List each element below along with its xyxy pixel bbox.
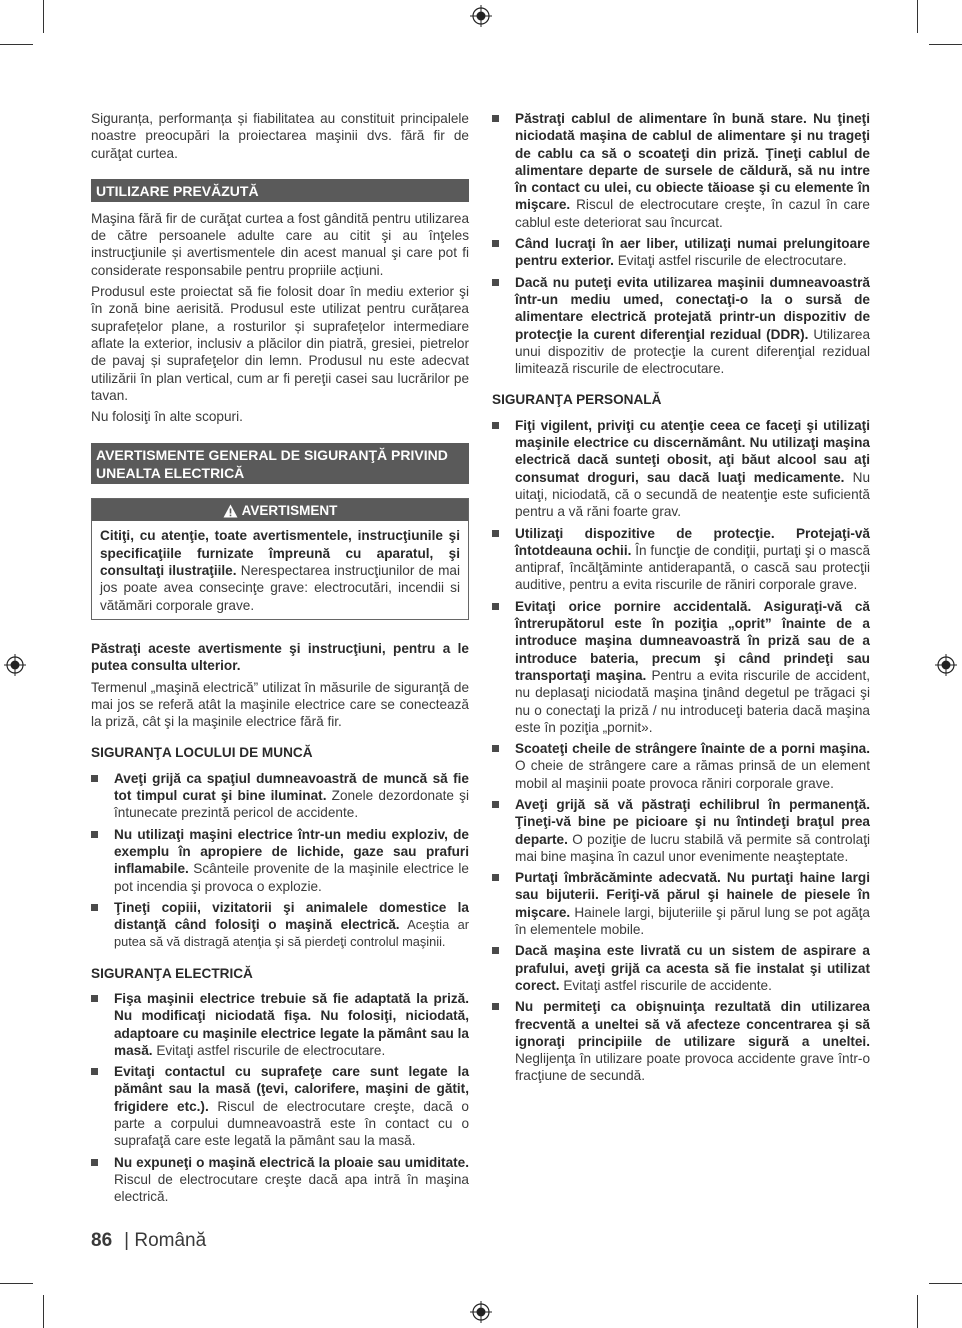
work-area-list <box>91 770 469 951</box>
bullet-square-icon <box>91 831 98 838</box>
warning-triangle-icon <box>223 504 238 518</box>
term-paragraph: Termenul „maşină electrică” utilizat în măsurile de siguranţă de mai jos se referă atât la maşinile electrice care se conectează la priză, cât şi la maşinile electrice fără fir. <box>91 679 469 730</box>
bullet-square-icon <box>492 240 499 247</box>
registration-mark-icon <box>470 5 492 27</box>
subsection-title-personal: SIGURANŢA PERSONALĂ <box>492 392 662 408</box>
item-text: Riscul de electrocutare creşte, în cazul în care cablul este deteriorat sau încurcat. <box>515 197 870 230</box>
list-item <box>492 796 870 865</box>
list-item <box>492 235 870 270</box>
item-text: Riscul de electrocutare creşte, dacă o parte a corpului dumneavoastră este în contact cu o suprafaţă care este legată la pământ sau la masă. <box>114 1098 469 1149</box>
personal-safety-list <box>492 417 870 1085</box>
item-bold: Ţineţi copiii, vizitatorii şi animalele domestice la distanţă când folosiţi o maşină electrică. <box>114 899 469 933</box>
item-bold: Dacă nu puteţi evita utilizarea maşinii dumneavoastră într-un mediu umed, conectaţi-o la o sursă de alimentare electrică protejată printr-un dispozitiv de protecţie la curent diferenţial rezidual (DDR). <box>515 274 870 342</box>
bullet-square-icon <box>492 745 499 752</box>
page-number: 86 <box>91 1230 113 1251</box>
item-bold: Nu expuneţi o maşină electrică la ploaie sau umiditate. <box>114 1154 469 1170</box>
item-text: O cheie de strângere care a rămas prinsă de un element mobil al maşinii poate provoca răniri corporale grave. <box>515 758 870 791</box>
list-item <box>492 417 870 521</box>
subsection-title-electrical: SIGURANŢA ELECTRICĂ <box>91 965 253 981</box>
crop-mark <box>0 44 33 45</box>
section-title-intended-use: UTILIZARE PREVĂZUTĂ <box>91 179 469 202</box>
warning-box <box>91 498 469 619</box>
item-bold: Scoateţi cheile de strângere înainte de a porni maşina. <box>515 741 870 757</box>
page-footer <box>91 1229 206 1253</box>
section-title-general-warnings: AVERTISMENTE GENERAL DE SIGURANŢĂ PRIVIND UNEALTA ELECTRICĂ <box>91 443 469 484</box>
crop-mark <box>0 1283 33 1284</box>
list-item <box>492 740 870 792</box>
list-item <box>492 274 870 378</box>
item-text: Evitaţi astfel riscurile de accidente. <box>559 977 772 993</box>
crop-mark <box>929 44 962 45</box>
list-item <box>492 525 870 594</box>
item-bold: Nu permiteţi ca obişnuinţa rezultată din utilizarea frecventă a uneltei să vă afecteze concentrarea şi să ignoraţi principiile de utilizare sigură a uneltei. <box>515 999 870 1049</box>
list-item <box>91 770 469 822</box>
item-bold: Evitaţi contactul cu suprafeţe care sunt legate la pământ sau la masă (ţevi, calorifere, maşini de gătit, frigidere etc.). <box>114 1064 469 1114</box>
intro-paragraph: Siguranța, performanța și fiabilitatea au constituit principalele noastre preocupări la proiectarea maşinii dvs. fără fir de curăţat curtea. <box>91 111 469 161</box>
item-text: Aceştia ar putea să vă distragă atenţia şi să pierdeţi controlul maşinii. <box>114 917 470 950</box>
list-item <box>492 869 870 938</box>
item-text: Evitaţi astfel riscurile de electrocutare. <box>613 253 847 269</box>
bullet-square-icon <box>492 115 499 122</box>
crop-mark <box>929 1283 962 1284</box>
item-bold: Aveţi grijă ca spaţiul dumneavoastră de muncă să fie tot timpul curat şi bine iluminat. <box>114 770 469 804</box>
bullet-square-icon <box>492 530 499 537</box>
warning-bold-text: Citiţi, cu atenţie, toate avertismentele, instrucţiunile şi specificaţiile furnizate împreună cu aparatul, şi consultaţi ilustraţiile. <box>100 528 460 579</box>
bullet-square-icon <box>91 1068 98 1075</box>
item-text: Neglijenţa în utilizare poate provoca accidente grave într-o fracţiune de secundă. <box>515 1051 870 1084</box>
item-bold: Purtaţi îmbrăcăminte adecvată. Nu purtaţi haine largi sau bijuterii. Feriţi-vă părul şi hainele de piesele în mişcare. <box>515 870 870 920</box>
keep-instructions-text: Păstraţi aceste avertismente şi instrucţiuni, pentru a le putea consulta ulterior. <box>91 640 469 674</box>
bullet-square-icon <box>492 947 499 954</box>
warning-label: AVERTISMENT <box>241 503 338 519</box>
bullet-square-icon <box>492 279 499 286</box>
item-text: Hainele largi, bijuteriile şi părul lung se pot agăţa în elementele mobile. <box>515 904 870 938</box>
item-text: Evitaţi astfel riscurile de electrocutare. <box>152 1042 386 1058</box>
registration-mark-icon <box>470 1301 492 1323</box>
electrical-list-left <box>91 990 469 1206</box>
crop-mark <box>917 1295 918 1328</box>
list-item <box>492 942 870 994</box>
item-text: În funcţie de condiţii, purtaţi şi o mască antipraf, încălţăminte antiderapantă, o cască sau protecţii auditive, pentru a evita riscurile de răniri corporale grave. <box>515 542 870 593</box>
list-item <box>91 1154 469 1206</box>
intended-use-paragraph-3: Nu folosiţi în alte scopuri. <box>91 409 243 425</box>
item-bold: Nu utilizaţi maşini electrice într-un mediu exploziv, de exemplu în apropiere de lichide, gaze sau prafuri inflamabile. <box>114 826 469 877</box>
warning-text: Nerespectarea instrucţiunilor de mai jos poate avea consecinţe grave: electrocutări, incendii si vătămări corporale grave. <box>100 563 460 613</box>
item-text: Utilizarea unui dispozitiv de protecţie la curent diferenţial rezidual limitează riscurile de electrocutare. <box>515 326 871 377</box>
warning-header <box>92 499 468 521</box>
item-bold: Fiţi vigilent, priviţi cu atenţie ceea ce faceţi şi utilizaţi maşinile electrice cu discernământ. Nu utilizaţi maşina electrică dacă sunteţi obosit, aţi băut alcool sau aţi consumat droguri, sau dacă luaţi medicamente. <box>515 417 870 485</box>
registration-mark-icon <box>935 654 957 676</box>
list-item <box>91 826 469 895</box>
item-bold: Dacă maşina este livrată cu un sistem de aspirare a prafului, aveţi grijă ca acesta să fie instalat şi utilizat corect. <box>515 943 870 993</box>
item-text: Nu uitaţi, niciodată, că o secundă de neatenţie este suficientă pentru a vă răni foarte grav. <box>515 469 871 520</box>
crop-mark <box>43 1295 44 1328</box>
list-item <box>492 110 870 231</box>
bullet-square-icon <box>492 603 499 610</box>
item-text: O poziţie de lucru stabilă vă permite să controlaţi mai bine maşina în cazul unor evenimente neaşteptate. <box>515 831 870 864</box>
item-bold: Fişa maşinii electrice trebuie să fie adaptată la priză. Nu modificaţi niciodată fişa. Nu folosiţi, niciodată, adaptoare cu maşinile electrice legate la pământ sau la masă. <box>114 990 469 1058</box>
right-column <box>492 110 870 1089</box>
bullet-square-icon <box>492 422 499 429</box>
crop-mark <box>43 0 44 33</box>
item-text: Scânteile provenite de la maşinile electrice le pot incendia şi provoca o explozie. <box>114 861 469 894</box>
list-item <box>91 1063 469 1149</box>
item-text: Zonele dezordonate şi întunecate prezintă pericol de accidente. <box>114 788 469 821</box>
item-bold: Utilizaţi dispozitive de protecţie. Protejaţi-vă întotdeauna ochii. <box>515 525 870 558</box>
bullet-square-icon <box>91 995 98 1002</box>
intended-use-paragraph-2: Produsul este proiectat să fie folosit doar în mediu exterior şi în zonă bine aerisită. Produsul este utilizat pentru curățarea suprafețelor plane, a rosturilor și suprafețelor intermediare aflate la exterior, inclusiv a plăcilor din piatră, gresiei, pietrelor de pavaj și suprafeţelor din lemn. Produsul nu este adecvat utilizării în plan vertical, cum ar fi pereţii casei sau lucrărilor pe tavan. <box>91 284 469 403</box>
list-item <box>91 990 469 1059</box>
bullet-square-icon <box>91 904 98 911</box>
intended-use-paragraph-1: Maşina fără fir de curăţat curtea a fost gândită pentru utilizarea de către persoanele adulte care au citit şi au înţeles instrucţiunile și avertismentele din acest manual şi care pot fi considerate responsabile pentru propriile acțiuni. <box>91 210 469 278</box>
item-bold: Când lucraţi în aer liber, utilizaţi numai prelungitoare pentru exterior. <box>515 236 870 269</box>
item-bold: Păstraţi cablul de alimentare în bună stare. Nu ţineţi niciodată maşina de cablul de alimentare şi nu trageţi de cablu ca să o scoateţi din priză. Ţineţi cablul de alimentare departe de sursele de căldură, să nu intre în contact cu ulei, cu obiecte tăioase şi cu elemente în mişcare. <box>515 111 870 213</box>
warning-body <box>92 521 468 618</box>
subsection-title-work-area: SIGURANŢA LOCULUI DE MUNCĂ <box>91 745 313 761</box>
bullet-square-icon <box>492 801 499 808</box>
item-bold: Evitaţi orice pornire accidentală. Asiguraţi-vă că întrerupătorul este în poziţia „oprit” înainte de a introduce maşina dumneavoastră în priză sau de a introduce bateria, precum şi când prindeţi sau transportaţi maşina. <box>515 598 870 683</box>
bullet-square-icon <box>91 775 98 782</box>
item-bold: Aveţi grijă să vă păstraţi echilibrul în permanenţă. Ţineţi-vă bine pe picioare şi nu întindeţi braţul prea departe. <box>515 796 870 847</box>
bullet-square-icon <box>91 1159 98 1166</box>
footer-language: | Română <box>124 1230 207 1251</box>
bullet-square-icon <box>492 1003 499 1010</box>
list-item <box>91 899 469 951</box>
item-text: Pentru a evita riscurile de accident, nu deplasaţi niciodată maşina ţinând degetul pe trăgaci şi nu o conectaţi la priză / nu introduceţi bateria dacă maşina este în poziţia „pornit». <box>515 667 871 735</box>
left-column <box>91 110 469 1210</box>
keep-instructions <box>91 640 469 675</box>
list-item <box>492 598 870 736</box>
registration-mark-icon <box>4 654 26 676</box>
crop-mark <box>917 0 918 33</box>
list-item <box>492 998 870 1084</box>
electrical-list-right <box>492 110 870 377</box>
item-text: Riscul de electrocutare creşte dacă apa intră în maşina electrică. <box>114 1171 469 1205</box>
bullet-square-icon <box>492 874 499 881</box>
